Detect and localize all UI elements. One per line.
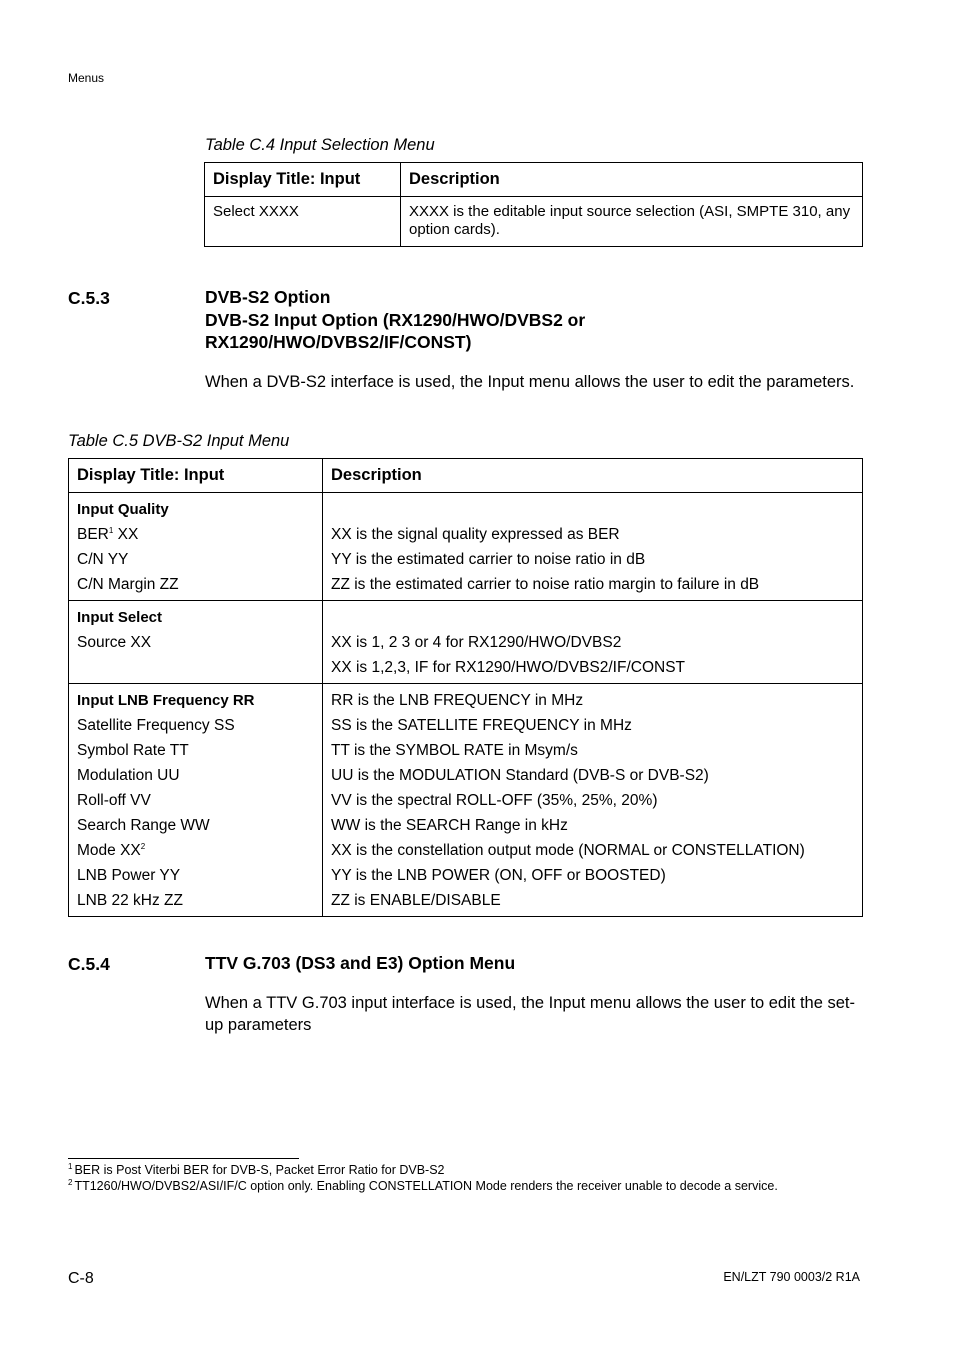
menu-item: Symbol Rate TT [77,742,189,759]
description-line: SS is the SATELLITE FREQUENCY in MHz [331,717,632,734]
description-line: XX is the signal quality expressed as BER [331,526,620,543]
footnote-mark: 1 [68,1161,73,1171]
column-header: Description [401,163,863,197]
group-heading: Input LNB Frequency RR [77,692,255,709]
description-line: RR is the LNB FREQUENCY in MHz [331,692,584,709]
description-line: ZZ is the estimated carrier to noise ratio margin to failure in dB [331,576,760,593]
menu-item: Modulation UU [77,767,180,784]
description-line: XX is 1, 2 3 or 4 for RX1290/HWO/DVBS2 [331,634,622,651]
description-line: XX is 1,2,3, IF for RX1290/HWO/DVBS2/IF/CONST [331,659,686,676]
menu-item [77,522,314,547]
column-header: Description [323,459,863,493]
cell-descriptions [323,684,863,917]
table-c5-caption: Table C.5 DVB-S2 Input Menu [68,432,290,450]
description-line: WW is the SEARCH Range in kHz [331,817,568,834]
menu-item: C/N YY [77,551,129,568]
cell-title: Select XXXX [205,197,401,247]
table-row [69,684,863,917]
table-header-row [69,459,863,493]
cell-descriptions [323,601,863,684]
section-title [205,286,585,354]
cell-titles [69,601,323,684]
page-number: C-8 [68,1270,94,1287]
menu-item: Source XX [77,634,152,651]
footnote-mark: 2 [68,1177,73,1187]
group-heading: Input Quality [77,501,169,518]
section-title-line: RX1290/HWO/DVBS2/IF/CONST) [205,332,472,352]
section-title: TTV G.703 (DS3 and E3) Option Menu [205,953,516,973]
menu-item: LNB 22 kHz ZZ [77,892,183,909]
table-header-row [205,163,863,197]
section-number: C.5.3 [68,288,110,308]
menu-item-label: BER [77,526,109,543]
description-line: YY is the LNB POWER (ON, OFF or BOOSTED) [331,867,666,884]
footnote-ref: 1 [108,525,114,535]
document-id: EN/LZT 790 0003/2 R1A [723,1270,860,1284]
section-number: C.5.4 [68,954,110,974]
table-row [69,493,863,601]
section-title-line: DVB-S2 Input Option (RX1290/HWO/DVBS2 or [205,309,586,330]
menu-item: Roll-off VV [77,792,151,809]
group-heading: Input Select [77,609,163,626]
menu-item-value: XX [113,526,139,543]
cell-description: XXXX is the editable input source selection (ASI, SMPTE 310, any option cards). [401,197,863,247]
footnote-divider [68,1158,299,1159]
column-header: Display Title: Input [205,163,401,197]
cell-descriptions [323,493,863,601]
section-title-line: DVB-S2 Option [205,287,331,307]
footnote [68,1163,444,1177]
menu-item-label: Mode XX [77,842,141,859]
running-head: Menus [68,71,105,85]
footnote [68,1179,778,1193]
table-c4-caption: Table C.4 Input Selection Menu [205,136,435,154]
table-row [69,601,863,684]
cell-titles [69,684,323,917]
body-paragraph: When a DVB-S2 interface is used, the Input menu allows the user to edit the parameters. [205,373,855,391]
footnote-text: TT1260/HWO/DVBS2/ASI/IF/C option only. Enabling CONSTELLATION Mode renders the receiver unable to decode a service. [74,1179,778,1193]
description-line: YY is the estimated carrier to noise ratio in dB [331,551,646,568]
description-line: XX is the constellation output mode (NORMAL or CONSTELLATION) [331,842,805,859]
menu-item: C/N Margin ZZ [77,576,179,593]
description-line: VV is the spectral ROLL-OFF (35%, 25%, 20%) [331,792,658,809]
table-row [205,197,863,247]
description-line: UU is the MODULATION Standard (DVB-S or DVB-S2) [331,767,709,784]
menu-item: LNB Power YY [77,867,181,884]
table-c4 [204,162,863,247]
description-line: ZZ is ENABLE/DISABLE [331,892,501,909]
menu-item: Search Range WW [77,817,210,834]
cell-titles [69,493,323,601]
footnote-ref: 2 [140,841,146,851]
table-c5 [68,458,863,917]
menu-item: Satellite Frequency SS [77,717,235,734]
column-header: Display Title: Input [69,459,323,493]
menu-item [77,838,314,863]
footnote-text: BER is Post Viterbi BER for DVB-S, Packet Error Ratio for DVB-S2 [74,1163,445,1177]
body-paragraph: When a TTV G.703 input interface is used, the Input menu allows the user to edit the set-up parameters [205,994,855,1034]
description-line: TT is the SYMBOL RATE in Msym/s [331,742,578,759]
